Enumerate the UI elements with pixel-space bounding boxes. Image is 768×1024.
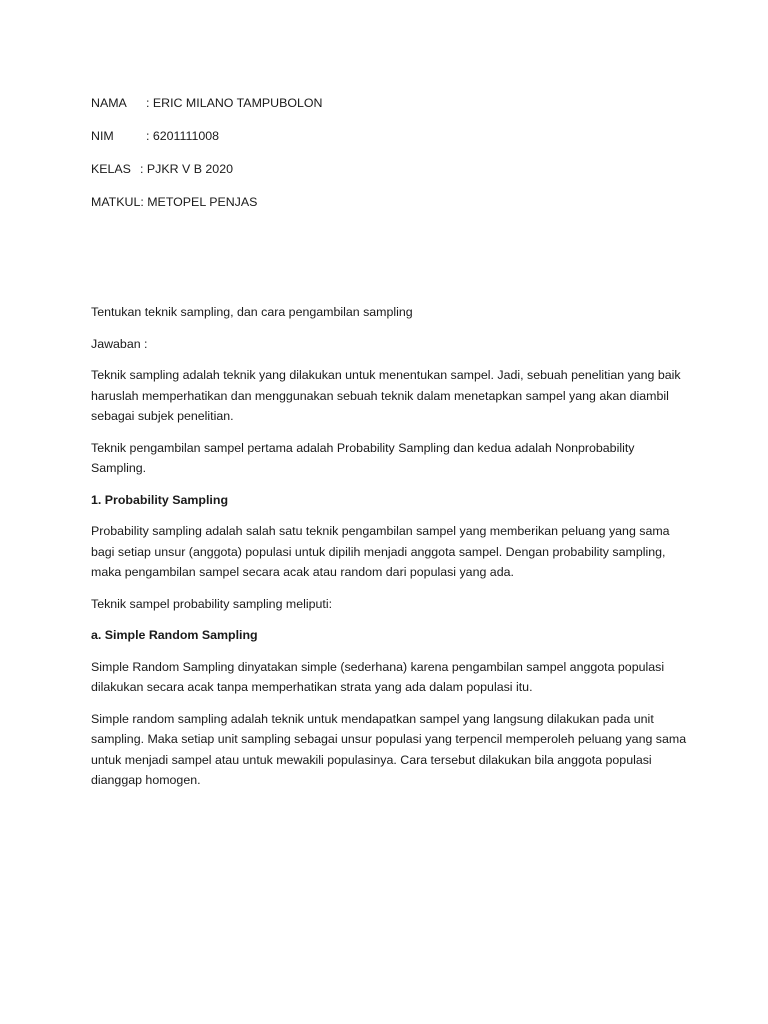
nama-value: : ERIC MILANO TAMPUBOLON <box>146 96 323 110</box>
paragraph-simple-random-2: Simple random sampling adalah teknik untuk mendapatkan sampel yang langsung dilakukan pada unit sampling. Maka setiap unit sampling sebagai unsur populasi yang terpencil memperoleh peluang yang sama untuk menjadi sampel atau untuk mewakili populasinya. Cara tersebut dilakukan bila anggota populasi dianggap homogen. <box>91 711 687 787</box>
paragraph-simple-random-1: Simple Random Sampling dinyatakan simple (sederhana) karena pengambilan sampel anggota populasi dilakukan secara acak tanpa memperhatikan strata yang ada dalam populasi itu. <box>91 659 665 694</box>
matkul-value: : METOPEL PENJAS <box>140 195 258 209</box>
answer-label: Jawaban : <box>91 336 148 351</box>
header-matkul-row <box>91 192 691 212</box>
matkul-label: MATKUL <box>91 195 141 209</box>
paragraph-probability-list-intro: Teknik sampel probability sampling meliputi: <box>91 596 333 611</box>
spacer <box>91 225 691 302</box>
kelas-label: KELAS <box>91 162 131 176</box>
nama-label: NAMA <box>91 96 127 110</box>
nim-value: : 6201111008 <box>146 129 220 143</box>
question-text: Tentukan teknik sampling, dan cara pengambilan sampling <box>91 305 413 319</box>
paragraph-probability-definition: Probability sampling adalah salah satu teknik pengambilan sampel yang memberikan peluang yang sama bagi setiap unsur (anggota) populasi untuk dipilih menjadi anggota sampel. Dengan probability sampling, maka pengambilan sampel secara acak atau random dari populasi yang ada. <box>91 524 670 579</box>
nim-label: NIM <box>91 129 114 143</box>
heading-simple-random-sampling: a. Simple Random Sampling <box>91 628 258 642</box>
kelas-value: : PJKR V B 2020 <box>140 162 233 176</box>
paragraph-teknik-sampling: Teknik sampling adalah teknik yang dilakukan untuk menentukan sampel. Jadi, sebuah penelitian yang baik haruslah memperhatikan dan menggunakan sebuah teknik dalam menetapkan sampel yang akan diambil sebagai subjek penelitian. <box>91 368 681 423</box>
paragraph-teknik-pengambilan: Teknik pengambilan sampel pertama adalah Probability Sampling dan kedua adalah Nonprobability Sampling. <box>91 440 635 475</box>
header-nim-row <box>91 126 691 146</box>
header-kelas-row <box>91 159 691 179</box>
header-nama-row <box>91 93 691 113</box>
document-content <box>91 93 691 802</box>
heading-probability-sampling: 1. Probability Sampling <box>91 492 229 507</box>
